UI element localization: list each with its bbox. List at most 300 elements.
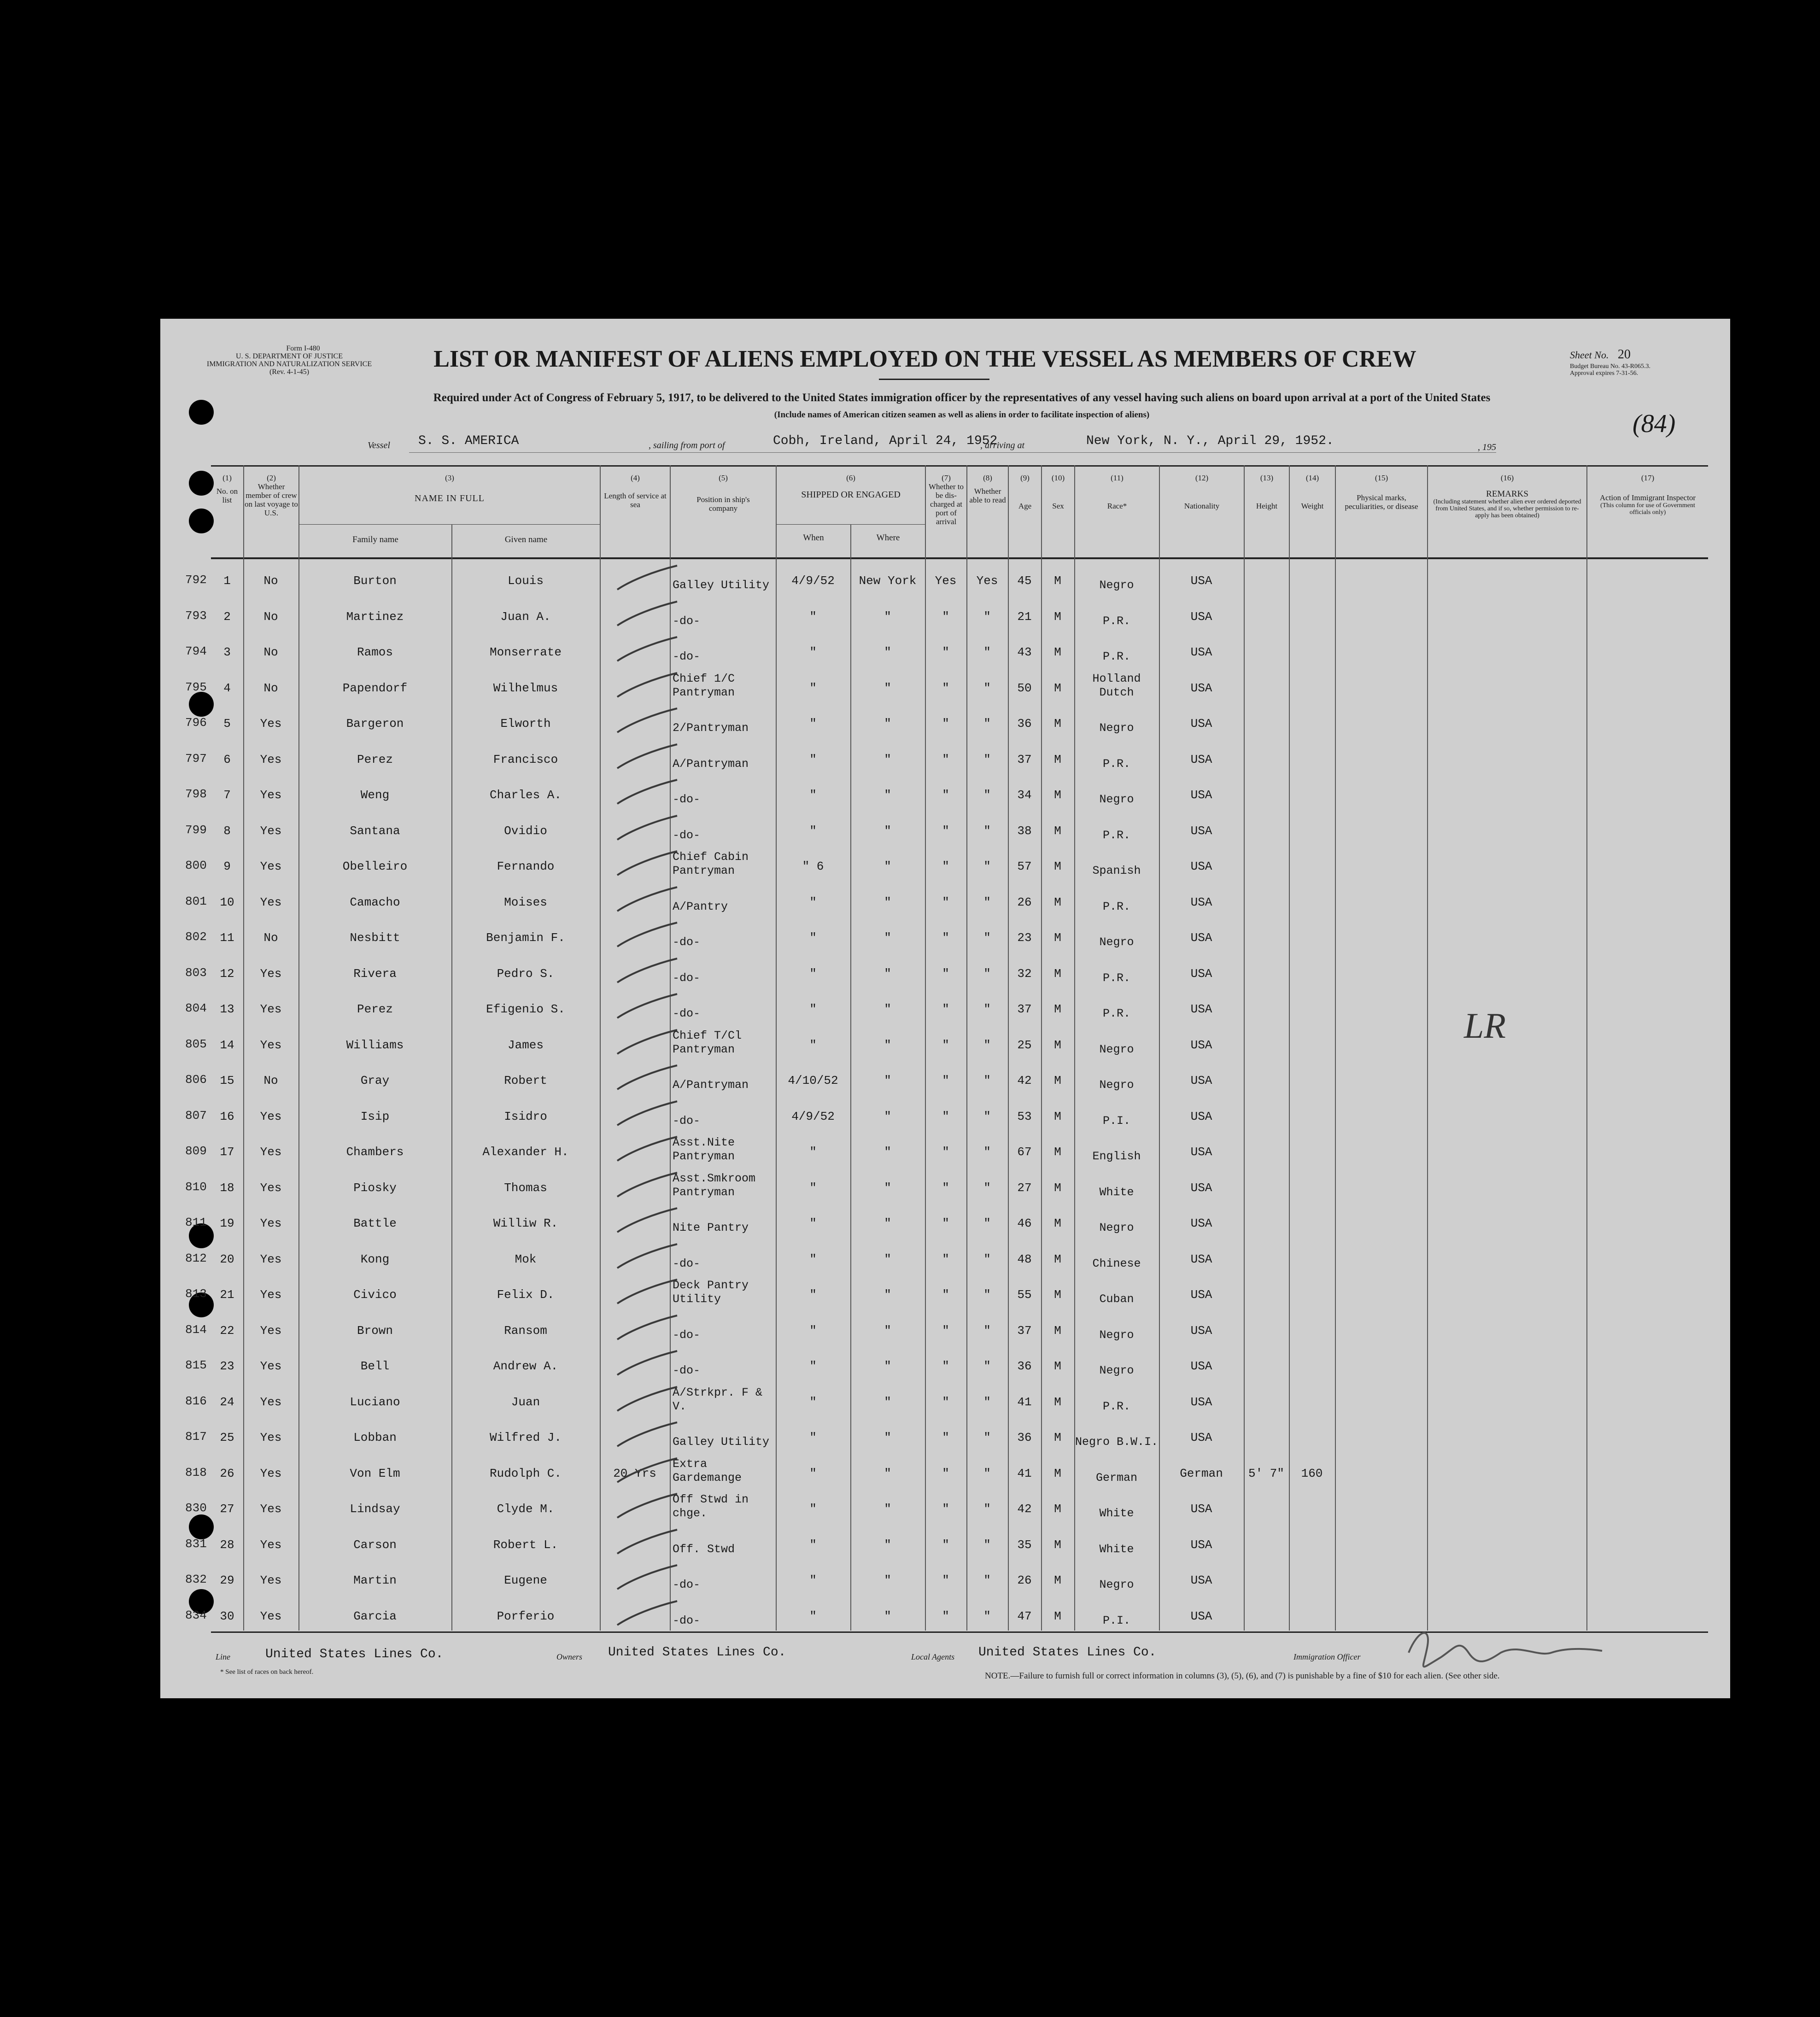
- nationality: USA: [1190, 1359, 1212, 1373]
- last-voyage: No: [263, 681, 278, 695]
- check-mark: [613, 562, 682, 594]
- able-to-read: ": [983, 931, 991, 945]
- age: 67: [1017, 1145, 1032, 1159]
- check-mark: [613, 1347, 682, 1380]
- given-name: Isidro: [504, 1109, 547, 1123]
- check-mark: [613, 598, 682, 630]
- family-name: Battle: [353, 1216, 397, 1230]
- last-voyage: Yes: [260, 1395, 282, 1409]
- given-name: Charles A.: [489, 788, 562, 802]
- header-top-rule: [211, 465, 1708, 467]
- age: 36: [1017, 1431, 1032, 1444]
- position: -do-: [673, 828, 701, 842]
- able-to-read: ": [983, 1074, 991, 1087]
- row-number: 2: [223, 609, 231, 624]
- approval-expiry: Approval expires 7-31-56.: [1570, 370, 1639, 377]
- discharge: ": [942, 1431, 949, 1444]
- col3-label: NAME IN FULL: [415, 493, 485, 503]
- col1-num: (1): [222, 474, 232, 482]
- able-to-read: ": [983, 966, 991, 981]
- manifest-sheet: [160, 319, 1730, 1698]
- officer-signature: [1399, 1620, 1611, 1676]
- col17-label: Action of Immigrant Inspector: [1599, 493, 1696, 502]
- position: -do-: [673, 1364, 701, 1377]
- col-divider: [1244, 465, 1245, 1631]
- col7-header: [926, 474, 966, 526]
- family-name: Ramos: [357, 645, 393, 659]
- check-mark: [613, 1597, 682, 1630]
- shipped-when: ": [809, 1466, 817, 1480]
- col3b-header: Given name: [504, 535, 548, 544]
- row-number: 21: [220, 1288, 234, 1302]
- sex: M: [1054, 645, 1061, 659]
- family-name: Martinez: [346, 609, 404, 624]
- position: 2/Pantryman: [673, 721, 749, 735]
- row-number: 16: [220, 1109, 234, 1123]
- discharge: ": [942, 859, 949, 873]
- last-voyage: No: [263, 574, 278, 588]
- last-voyage: Yes: [260, 1323, 282, 1338]
- sailing-label: , sailing from port of: [649, 440, 725, 450]
- last-voyage: Yes: [260, 1609, 282, 1623]
- form-id: Form I-480: [286, 345, 320, 352]
- family-name: Weng: [360, 788, 390, 802]
- col12-label: Nationality: [1184, 502, 1220, 510]
- sex: M: [1054, 1323, 1061, 1338]
- last-voyage: Yes: [260, 1288, 282, 1302]
- last-voyage: Yes: [260, 1573, 282, 1587]
- col6-label: SHIPPED OR ENGAGED: [801, 490, 901, 500]
- shipped-where: ": [884, 1074, 891, 1087]
- age: 53: [1017, 1109, 1032, 1123]
- col14-num: (14): [1305, 474, 1319, 482]
- nationality: USA: [1190, 1109, 1212, 1123]
- race: P.R.: [1102, 757, 1130, 771]
- agents-value: United States Lines Co.: [978, 1645, 1157, 1660]
- given-name: Felix D.: [497, 1288, 555, 1302]
- check-mark: [613, 633, 682, 666]
- sex: M: [1054, 1145, 1061, 1159]
- shipped-where: ": [884, 1573, 891, 1587]
- given-name: Elworth: [500, 717, 551, 731]
- family-name: Obelleiro: [342, 859, 408, 873]
- race: Negro B.W.I.: [1075, 1435, 1159, 1449]
- family-name: Papendorf: [342, 681, 408, 695]
- col16-label: REMARKS: [1486, 489, 1528, 499]
- race: P.R.: [1102, 614, 1130, 628]
- ledger-number: 830: [185, 1501, 207, 1515]
- punch-hole: [189, 400, 214, 425]
- age: 27: [1017, 1181, 1032, 1195]
- position: -do-: [673, 1578, 701, 1591]
- discharge: ": [942, 788, 949, 802]
- sex: M: [1054, 895, 1061, 909]
- race: English: [1092, 1150, 1141, 1163]
- check-mark: [613, 1240, 682, 1273]
- row-number: 17: [220, 1145, 234, 1159]
- able-to-read: ": [983, 859, 991, 873]
- col6a-header: When: [803, 533, 824, 543]
- year-suffix: , 195: [1478, 442, 1496, 452]
- position: Chief T/Cl Pantryman: [673, 1029, 742, 1056]
- row-number: 29: [220, 1573, 234, 1587]
- nationality: USA: [1190, 1288, 1212, 1302]
- col14-header: [1290, 474, 1335, 510]
- family-name: Rivera: [353, 966, 397, 981]
- nationality: USA: [1190, 931, 1212, 945]
- age: 57: [1017, 859, 1032, 873]
- nationality: USA: [1190, 859, 1212, 873]
- discharge: ": [942, 1359, 949, 1373]
- row-number: 12: [220, 966, 234, 981]
- officer-label: Immigration Officer: [1293, 1652, 1361, 1661]
- able-to-read: ": [983, 1109, 991, 1123]
- able-to-read: ": [983, 1145, 991, 1159]
- nationality: USA: [1190, 966, 1212, 981]
- family-name: Von Elm: [350, 1466, 400, 1480]
- given-name: Wilhelmus: [493, 681, 558, 695]
- ledger-number: 810: [185, 1180, 207, 1194]
- row-number: 18: [220, 1181, 234, 1195]
- shipped-when: ": [809, 1216, 817, 1230]
- able-to-read: ": [983, 1431, 991, 1444]
- discharge: ": [942, 609, 949, 624]
- race: P.R.: [1102, 900, 1130, 913]
- check-mark: [613, 1204, 682, 1237]
- able-to-read: ": [983, 1609, 991, 1623]
- able-to-read: ": [983, 645, 991, 659]
- able-to-read: ": [983, 1038, 991, 1052]
- form-rev: (Rev. 4-1-45): [269, 368, 310, 376]
- position: Off Stwd in chge.: [673, 1493, 749, 1520]
- sex: M: [1054, 931, 1061, 945]
- family-name: Martin: [353, 1573, 397, 1587]
- given-name: Monserrate: [489, 645, 562, 659]
- requirement-text: Required under Act of Congress of February 5, 1917, to be delivered to the United States immigration officer by the representatives of any vessel having such aliens on board upon arrival at a port of the United States: [433, 392, 1491, 404]
- discharge: ": [942, 1252, 949, 1266]
- row-number: 20: [220, 1252, 234, 1266]
- race: Negro: [1099, 1078, 1134, 1092]
- check-mark: [613, 812, 682, 844]
- shipped-when: ": [809, 1145, 817, 1159]
- sex: M: [1054, 1466, 1061, 1480]
- position: -do-: [673, 1257, 701, 1270]
- ledger-number: 798: [185, 787, 207, 801]
- shipped-where: ": [884, 1252, 891, 1266]
- given-name: Porferio: [497, 1609, 555, 1623]
- row-number: 28: [220, 1538, 234, 1552]
- ledger-number: 815: [185, 1358, 207, 1372]
- given-name: Wilfred J.: [489, 1431, 562, 1444]
- race: White: [1099, 1542, 1134, 1556]
- position: -do-: [673, 1007, 701, 1020]
- col-divider: [1427, 465, 1428, 1631]
- age: 41: [1017, 1395, 1032, 1409]
- family-name: Chambers: [346, 1145, 404, 1159]
- able-to-read: ": [983, 1502, 991, 1516]
- shipped-where: ": [884, 609, 891, 624]
- nationality: USA: [1190, 1181, 1212, 1195]
- nationality: USA: [1190, 1395, 1212, 1409]
- able-to-read: ": [983, 895, 991, 909]
- discharge: Yes: [935, 574, 957, 588]
- age: 37: [1017, 752, 1032, 766]
- sex: M: [1054, 1252, 1061, 1266]
- shipped-where: ": [884, 752, 891, 766]
- family-name: Williams: [346, 1038, 404, 1052]
- family-name: Nesbitt: [350, 931, 400, 945]
- able-to-read: ": [983, 1466, 991, 1480]
- ledger-number: 797: [185, 751, 207, 766]
- given-name: Fernando: [497, 859, 555, 873]
- shipped-where: ": [884, 966, 891, 981]
- able-to-read: ": [983, 1538, 991, 1552]
- shipped-when: ": [809, 824, 817, 838]
- given-name: Alexander H.: [482, 1145, 569, 1159]
- given-name: Williw R.: [493, 1216, 558, 1230]
- col5-num: (5): [719, 474, 728, 482]
- able-to-read: ": [983, 1359, 991, 1373]
- line-value: United States Lines Co.: [265, 1647, 444, 1661]
- nationality: USA: [1190, 895, 1212, 909]
- nationality: USA: [1190, 1573, 1212, 1587]
- check-mark: [613, 848, 682, 880]
- shipped-when: ": [809, 895, 817, 909]
- col13-num: (13): [1260, 474, 1274, 482]
- check-mark: [613, 883, 682, 916]
- shipped-when: ": [809, 788, 817, 802]
- nationality: USA: [1190, 1145, 1212, 1159]
- able-to-read: ": [983, 1181, 991, 1195]
- age: 21: [1017, 609, 1032, 624]
- check-mark: [613, 1169, 682, 1201]
- shipped-when: ": [809, 717, 817, 731]
- sex: M: [1054, 717, 1061, 731]
- able-to-read: ": [983, 1573, 991, 1587]
- last-voyage: Yes: [260, 1109, 282, 1123]
- position: -do-: [673, 1328, 701, 1342]
- row-number: 13: [220, 1002, 234, 1016]
- ledger-number: 802: [185, 930, 207, 944]
- col-divider: [1335, 465, 1336, 1631]
- col4-label: Length of service at sea: [604, 491, 667, 509]
- nationality: USA: [1190, 574, 1212, 588]
- able-to-read: ": [983, 1002, 991, 1016]
- col5-label: Position in ship's company: [696, 495, 750, 513]
- shipped-where: ": [884, 1145, 891, 1159]
- discharge: ": [942, 895, 949, 909]
- shipped-when: ": [809, 1609, 817, 1623]
- race: P.R.: [1102, 1007, 1130, 1020]
- race: P.R.: [1102, 828, 1130, 842]
- discharge: ": [942, 1074, 949, 1087]
- discharge: ": [942, 1002, 949, 1016]
- shipped-where: ": [884, 1538, 891, 1552]
- age: 37: [1017, 1002, 1032, 1016]
- position: Asst.Smkroom Pantryman: [673, 1171, 756, 1199]
- col16-sub: (Including statement whether alien ever ordered deported from United States, and if so, whether permission to re-apply has been obtained): [1433, 498, 1581, 519]
- shipped-when: 4/9/52: [791, 1109, 835, 1123]
- last-voyage: Yes: [260, 1181, 282, 1195]
- col10-num: (10): [1051, 474, 1065, 482]
- col13-header: [1245, 474, 1289, 510]
- family-name: Lindsay: [350, 1502, 400, 1516]
- sex: M: [1054, 1359, 1061, 1373]
- check-mark: [613, 1276, 682, 1308]
- able-to-read: ": [983, 1252, 991, 1266]
- col2-num: (2): [267, 474, 276, 482]
- col11-header: [1075, 474, 1159, 510]
- owners-label: Owners: [556, 1652, 583, 1661]
- race: Holland Dutch: [1092, 672, 1141, 699]
- able-to-read: ": [983, 1288, 991, 1302]
- nationality: USA: [1190, 609, 1212, 624]
- check-mark: [613, 1490, 682, 1522]
- col8-label: Whether able to read: [969, 487, 1006, 504]
- position: Galley Utility: [673, 1435, 770, 1449]
- sex: M: [1054, 1002, 1061, 1016]
- check-mark: [613, 1133, 682, 1165]
- race: P.R.: [1102, 1399, 1130, 1413]
- race: P.R.: [1102, 971, 1130, 985]
- check-mark: [613, 669, 682, 702]
- ledger-number: 796: [185, 716, 207, 730]
- col7-num: (7): [942, 474, 951, 482]
- race: P.I.: [1102, 1614, 1130, 1627]
- shipped-where: ": [884, 788, 891, 802]
- given-name: Juan A.: [500, 609, 551, 624]
- given-name: Benjamin F.: [486, 931, 565, 945]
- ledger-number: 800: [185, 859, 207, 872]
- age: 38: [1017, 824, 1032, 838]
- sex: M: [1054, 1288, 1061, 1302]
- check-mark: [613, 1561, 682, 1594]
- age: 46: [1017, 1216, 1032, 1230]
- check-mark: [613, 1026, 682, 1058]
- shipped-where: ": [884, 1395, 891, 1409]
- position: -do-: [673, 793, 701, 806]
- discharge: ": [942, 1609, 949, 1623]
- ledger-number: 811: [185, 1216, 207, 1229]
- shipped-when: ": [809, 1502, 817, 1516]
- discharge: ": [942, 1145, 949, 1159]
- col1-label: No. on list: [216, 487, 238, 504]
- shipped-when: ": [809, 1573, 817, 1587]
- shipped-where: New York: [859, 574, 917, 588]
- ledger-number: 807: [185, 1108, 207, 1123]
- race: Negro: [1099, 1364, 1134, 1377]
- row-number: 23: [220, 1359, 234, 1373]
- discharge: ": [942, 681, 949, 695]
- sex: M: [1054, 824, 1061, 838]
- include-note: (Include names of American citizen seamen as well as aliens in order to facilitate inspection of aliens): [774, 410, 1150, 420]
- age: 32: [1017, 966, 1032, 981]
- voyage-rule: [409, 452, 1496, 453]
- row-number: 19: [220, 1216, 234, 1230]
- col12-header: [1160, 474, 1244, 510]
- shipped-when: ": [809, 681, 817, 695]
- col-divider: [1289, 465, 1290, 1631]
- check-mark: [613, 1419, 682, 1451]
- position: Chief Cabin Pantryman: [673, 850, 749, 877]
- row-number: 3: [223, 645, 231, 659]
- given-name: Andrew A.: [493, 1359, 558, 1373]
- col15-num: (15): [1375, 474, 1388, 482]
- sex: M: [1054, 1109, 1061, 1123]
- age: 50: [1017, 681, 1032, 695]
- nationality: USA: [1190, 1609, 1212, 1623]
- last-voyage: Yes: [260, 1216, 282, 1230]
- given-name: Moises: [504, 895, 547, 909]
- departure-port: Cobh, Ireland, April 24, 1952: [773, 434, 998, 448]
- shipped-where: ": [884, 1181, 891, 1195]
- given-name: Louis: [507, 574, 544, 588]
- last-voyage: Yes: [260, 1145, 282, 1159]
- able-to-read: ": [983, 1395, 991, 1409]
- given-name: Mok: [515, 1252, 537, 1266]
- given-name: Robert: [504, 1074, 547, 1087]
- arrival-port: New York, N. Y., April 29, 1952.: [1086, 434, 1334, 448]
- punch-hole: [189, 471, 214, 496]
- able-to-read: ": [983, 717, 991, 731]
- last-voyage: Yes: [260, 895, 282, 909]
- able-to-read: ": [983, 824, 991, 838]
- races-note: * See list of races on back hereof.: [220, 1668, 314, 1676]
- col15-label: Physical marks, peculiarities, or disease: [1345, 493, 1418, 511]
- shipped-when: ": [809, 1431, 817, 1444]
- nationality: USA: [1190, 1074, 1212, 1087]
- race: Negro: [1099, 1221, 1134, 1234]
- position: -do-: [673, 935, 701, 949]
- ledger-number: 812: [185, 1251, 207, 1265]
- last-voyage: Yes: [260, 1538, 282, 1552]
- owners-value: United States Lines Co.: [608, 1645, 786, 1660]
- discharge: ": [942, 1573, 949, 1587]
- able-to-read: ": [983, 788, 991, 802]
- row-number: 30: [220, 1609, 234, 1623]
- shipped-when: " 6: [802, 859, 824, 873]
- sex: M: [1054, 1502, 1061, 1516]
- remarks-mark: LR: [1464, 1006, 1506, 1046]
- shipped-when: ": [809, 1181, 817, 1195]
- ledger-number: 816: [185, 1394, 207, 1408]
- given-name: Juan: [511, 1395, 540, 1409]
- row-number: 5: [223, 717, 231, 731]
- age: 55: [1017, 1288, 1032, 1302]
- given-name: Thomas: [504, 1181, 547, 1195]
- last-voyage: Yes: [260, 1431, 282, 1444]
- family-name: Carson: [353, 1538, 397, 1552]
- col17-header: [1587, 474, 1708, 516]
- family-name: Luciano: [350, 1395, 400, 1409]
- col9-header: [1009, 474, 1041, 510]
- punch-hole: [189, 692, 214, 717]
- last-voyage: Yes: [260, 966, 282, 981]
- sex: M: [1054, 1038, 1061, 1052]
- row-number: 15: [220, 1074, 234, 1087]
- sex: M: [1054, 1573, 1061, 1587]
- last-voyage: Yes: [260, 1466, 282, 1480]
- able-to-read: ": [983, 1323, 991, 1338]
- race: Negro: [1099, 579, 1134, 592]
- age: 43: [1017, 645, 1032, 659]
- shipped-when: ": [809, 1323, 817, 1338]
- shipped-where: ": [884, 1216, 891, 1230]
- col4-num: (4): [631, 474, 640, 482]
- nationality: USA: [1190, 1538, 1212, 1552]
- row-number: 6: [223, 752, 231, 766]
- shipped-when: 4/10/52: [788, 1074, 838, 1087]
